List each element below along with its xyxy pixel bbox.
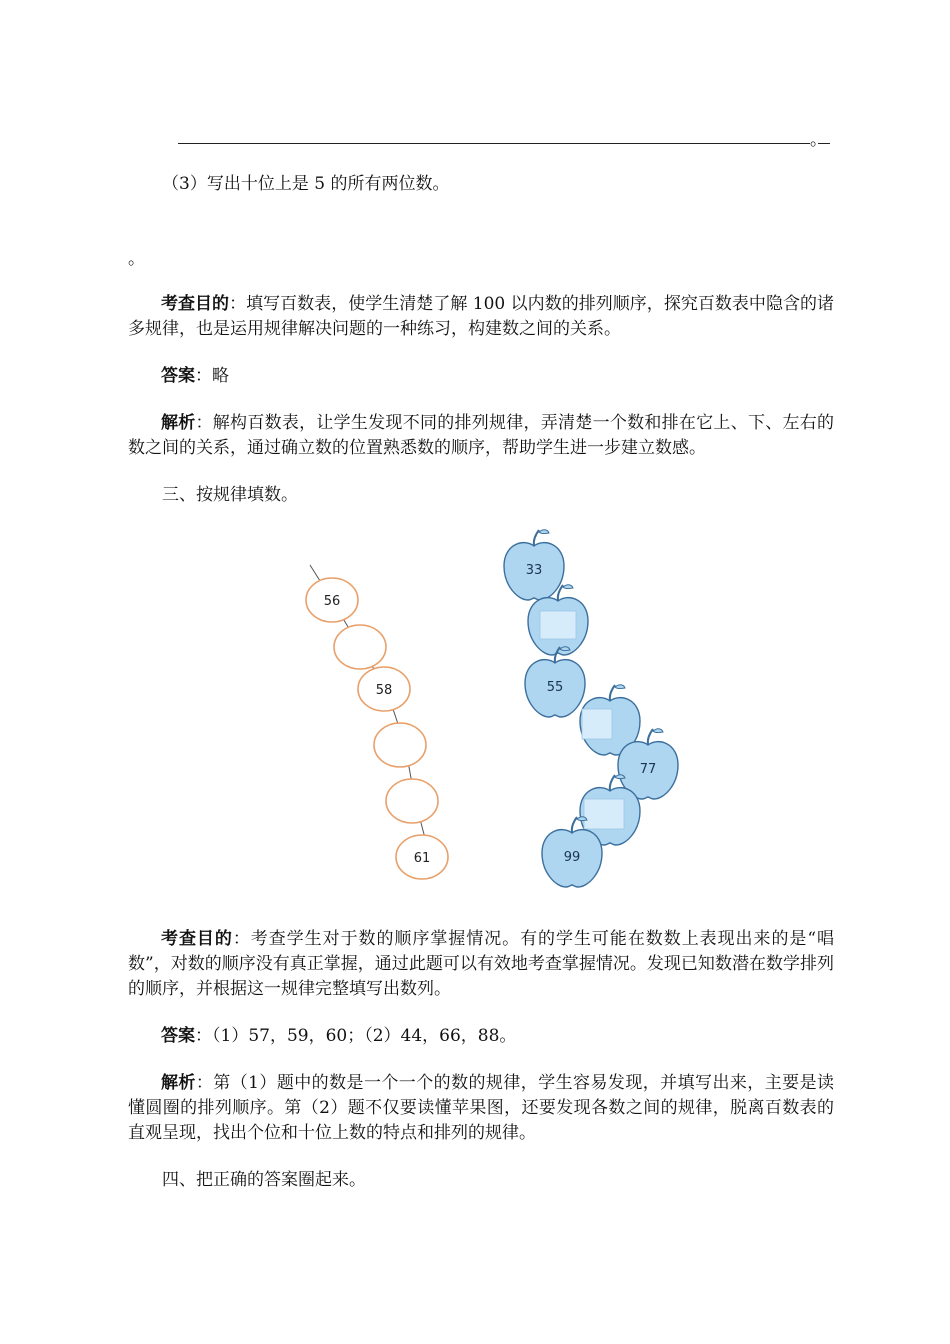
apple-1 xyxy=(504,530,564,600)
answer-label: 答案 xyxy=(161,1026,195,1046)
answer-text: 略 xyxy=(212,366,229,386)
question-3-end-mark: 。 xyxy=(128,249,145,269)
answer-box[interactable] xyxy=(582,709,612,739)
purpose-text: 填写百数表，使学生清楚了解 100 以内数的排列顺序，探究百数表中隐含的诸多规律，也是运用规律解决问题的一种练习，构建数之间的关系。 xyxy=(128,294,835,339)
sequence-figure xyxy=(290,525,700,895)
apple-label: 55 xyxy=(546,680,564,695)
answer-box[interactable] xyxy=(584,799,624,829)
circle-5[interactable] xyxy=(386,779,438,823)
apple-label: 99 xyxy=(563,850,581,865)
answer-paragraph-1 xyxy=(128,364,834,389)
circle-4[interactable] xyxy=(374,723,426,767)
circle-3 xyxy=(358,667,410,711)
end-mark: 。 xyxy=(810,130,827,150)
analysis-paragraph-1 xyxy=(128,411,834,461)
circle-6 xyxy=(396,835,448,879)
purpose-label: 考查目的 xyxy=(161,929,233,949)
section-4-title: 四、把正确的答案圈起来。 xyxy=(162,1170,366,1190)
analysis-label: 解析 xyxy=(161,1073,196,1093)
analysis-paragraph-2 xyxy=(128,1071,834,1146)
analysis-text: 解构百数表，让学生发现不同的排列规律，弄清楚一个数和排在它上、下、左右的数之间的关系，通过确立数的位置熟悉数的顺序，帮助学生进一步建立数感。 xyxy=(128,413,835,458)
circle-label: 56 xyxy=(323,594,341,609)
answer-colon: ： xyxy=(195,366,212,386)
analysis-label: 解析 xyxy=(161,413,196,433)
apple-3 xyxy=(525,647,585,717)
answer-blank-line-tail xyxy=(818,143,830,144)
circle-label: 58 xyxy=(375,683,393,698)
answer-colon: ： xyxy=(195,1026,212,1046)
purpose-colon: ： xyxy=(229,294,247,314)
apple-label: 33 xyxy=(525,563,543,578)
purpose-text: 考查学生对于数的顺序掌握情况。有的学生可能在数数上表现出来的是“唱数”，对数的顺序没有真正掌握，通过此题可以有效地考查掌握情况。发现已知数潜在数学排列的顺序，并根据这一规律完整填写出数列。 xyxy=(128,929,835,999)
circle-chain xyxy=(306,578,448,879)
purpose-paragraph-2 xyxy=(128,927,834,1002)
answer-label: 答案 xyxy=(161,366,195,386)
section-3-title: 三、按规律填数。 xyxy=(162,485,298,505)
apple-label: 77 xyxy=(639,762,657,777)
purpose-paragraph-1 xyxy=(128,292,834,342)
question-3: （3）写出十位上是 5 的所有两位数。 xyxy=(162,174,450,194)
circle-1 xyxy=(306,578,358,622)
apple-sequence xyxy=(504,530,678,887)
purpose-label: 考查目的 xyxy=(161,294,230,314)
analysis-text: 第（1）题中的数是一个一个的数的规律，学生容易发现，并填写出来，主要是读懂圆圈的排列顺序。第（2）题不仅要读懂苹果图，还要发现各数之间的规律，脱离百数表的直观呈现，找出个位和十位上数的特点和排列的规律。 xyxy=(128,1073,835,1143)
answer-text: （1）57，59，60；（2）44，66，88。 xyxy=(212,1026,517,1046)
analysis-colon: ： xyxy=(195,413,213,433)
answer-paragraph-2 xyxy=(128,1024,834,1049)
answer-blank-line xyxy=(178,143,810,144)
answer-box[interactable] xyxy=(540,611,576,639)
circle-label: 61 xyxy=(413,851,431,866)
analysis-colon: ： xyxy=(195,1073,214,1093)
purpose-colon: ： xyxy=(232,929,251,949)
circle-2[interactable] xyxy=(334,625,386,669)
